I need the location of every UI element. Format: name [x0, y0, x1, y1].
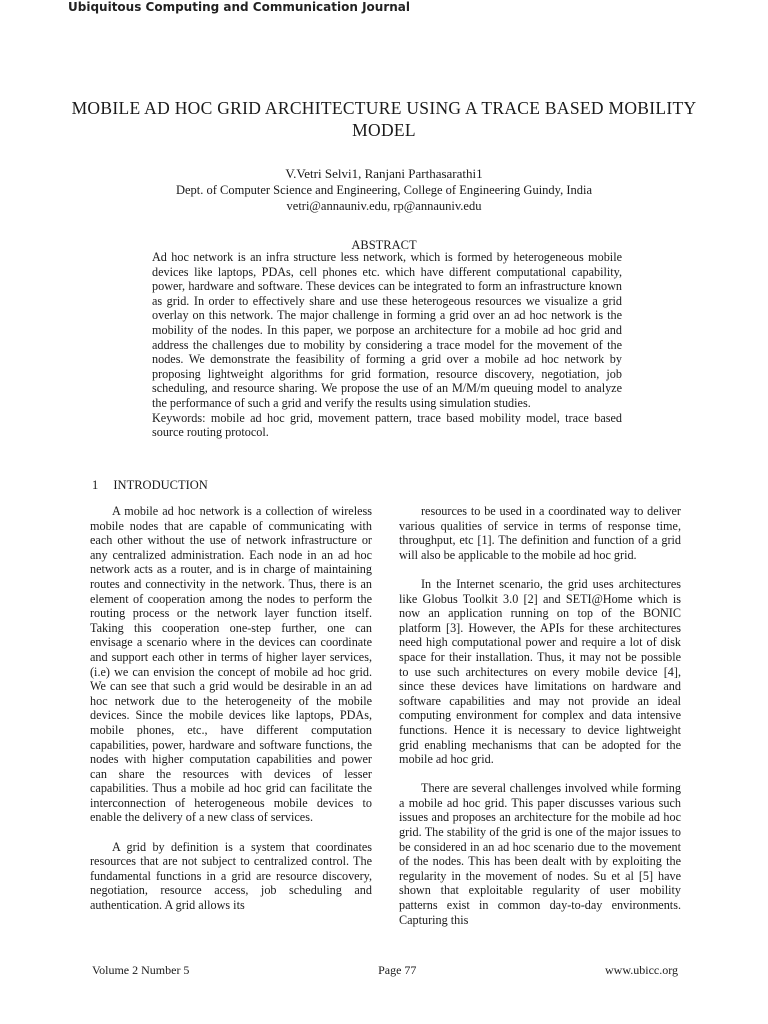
author-names: V.Vetri Selvi1, Ranjani Parthasarathi1 [285, 166, 483, 181]
paragraph: A grid by definition is a system that coordinates resources that are not subject to centralized control. The fundamental functions in a grid are resource discovery, negotiation, resource access, job scheduling and authentication. A grid allows its [90, 839, 372, 913]
section-number: 1 [92, 478, 99, 492]
paragraph: A mobile ad hoc network is a collection of wireless mobile nodes that are capable of communicating with each other without the use of network infrastructure or any centralized administration. Each node in an ad hoc network acts as a router, and is in charge of maintaining routes and connectivity in the network. Thus, there is an element of cooperation among the nodes to perform the routing process or the network layer function itself. Taking this cooperation one-step further, one can envisage a scenario where in the devices can coordinate and support each other in terms of higher layer services, (i.e) we can envision the concept of mobile ad hoc grid. We can see that such a grid would be desirable in an ad hoc network due to the heterogeneity of the mobile devices. Since the mobile devices like laptops, PDAs, mobile phones, etc., have different computation capabilities, power, hardware and software functions, the nodes with higher computation capabilities and power can share the resources with devices of lesser capabilities. Thus a mobile ad hoc grid can facilitate the interconnection of heterogeneous mobile devices to enable the delivery of a new class of services. [90, 504, 372, 825]
paragraph: There are several challenges involved while forming a mobile ad hoc grid. This paper discusses various such issues and proposes an architecture for the mobile ad hoc grid. The stability of the grid is one of the major issues to be considered in an ad hoc scenario due to the movement of the nodes. This has been dealt with by exploiting the regularity in the movement of nodes. Su et al [5] have shown that exploitable regularity of user mobility patterns exist in common day-to-day environments. Capturing this [399, 781, 681, 927]
section-heading [92, 478, 208, 493]
paper-title: MOBILE AD HOC GRID ARCHITECTURE USING A TRACE BASED MOBILITY MODEL [71, 98, 697, 140]
journal-name: Ubiquitous Computing and Communication Journal [68, 0, 410, 14]
footer-url: www.ubicc.org [605, 963, 678, 977]
affiliation: Dept. of Computer Science and Engineering, College of Engineering Guindy, India [175, 183, 593, 197]
footer-volume: Volume 2 Number 5 [92, 963, 190, 977]
author-block [100, 166, 668, 214]
right-column [399, 504, 681, 942]
abstract-heading: ABSTRACT [351, 238, 417, 252]
author-emails: vetri@annauniv.edu, rp@annauniv.edu [286, 199, 482, 213]
paragraph: resources to be used in a coordinated way to deliver various qualities of service in terms of response time, throughput, etc [1]. The definition and function of a grid will also be applicable to the mobile ad hoc grid. [399, 504, 681, 562]
footer-page-number: Page 77 [378, 963, 417, 977]
abstract-text: Ad hoc network is an infra structure less network, which is formed by heterogeneous mobile devices like laptops, PDAs, cell phones etc. which have different computational capability, power, hardware and software. These devices can be integrated to form an infrastructure known as grid. In order to effectively share and use these heterogeous resources we visualize a grid overlay on this network. The major challenge in forming a grid over an ad hoc network is the mobility of the nodes. In this paper, we porpose an architecture for a mobile ad hoc grid and address the challenges due to mobility by considering a trace model for the movement of the nodes. We demonstrate the feasibility of forming a grid over a mobile ad hoc network by proposing lightweight algorithms for grid formation, resource discovery, negotiation, job scheduling, and resource sharing. We propose the use of an M/M/m queuing model to analyze the performance of such a grid and verify the results using simulation studies. [152, 250, 622, 410]
left-column [90, 504, 372, 927]
abstract [152, 250, 622, 440]
paragraph: In the Internet scenario, the grid uses architectures like Globus Toolkit 3.0 [2] and SETI@Home which is now an application running on top of the BONIC platform [3]. However, the APIs for these architectures need high computational power and require a lot of disk space for their installation. Thus, it may not be possible to use such architectures on every mobile device [4], since these devices have limitations on hardware and software capabilities and may not provide an ideal computing environment for complex and data intensive functions. Hence it is necessary to device lightweight grid enabling mechanisms that can be adopted for the mobile ad hoc grid. [399, 576, 681, 767]
section-title: INTRODUCTION [113, 478, 208, 492]
page-footer [92, 963, 678, 978]
keywords: Keywords: mobile ad hoc grid, movement pattern, trace based mobility model, trace based source routing protocol. [152, 410, 622, 440]
